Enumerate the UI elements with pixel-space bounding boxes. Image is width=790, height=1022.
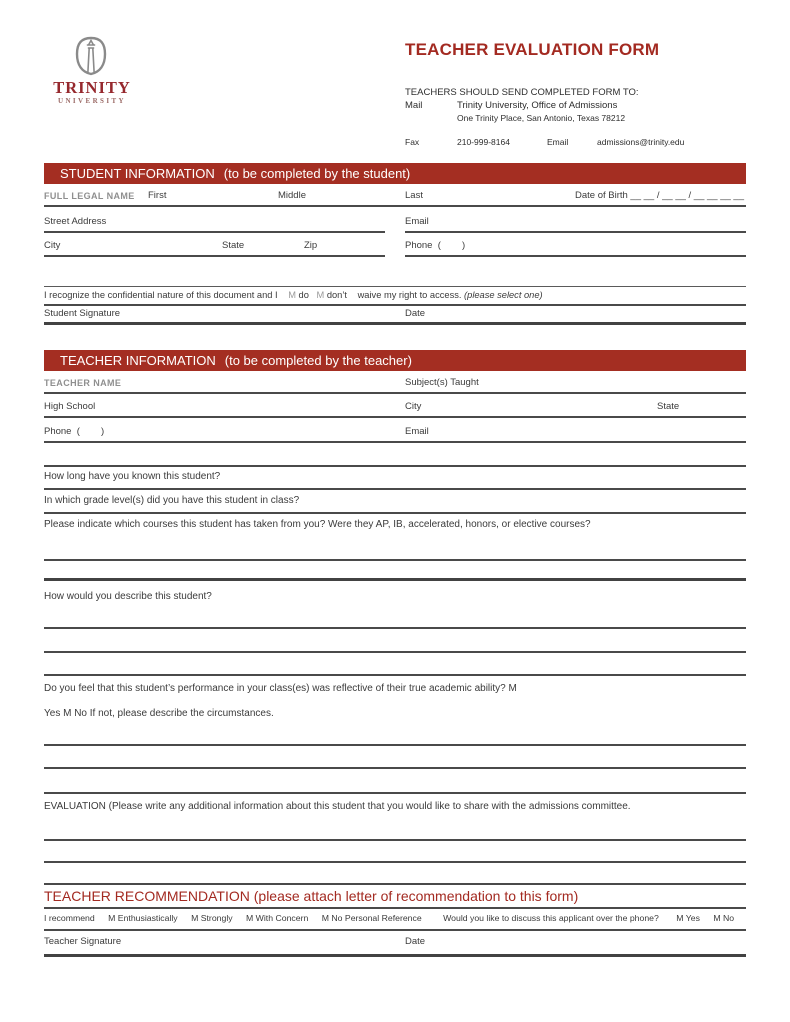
answer-line[interactable] — [44, 559, 746, 561]
street-address-field[interactable] — [44, 214, 385, 233]
confidentiality-statement — [44, 290, 746, 300]
mail-address: One Trinity Place, San Antonio, Texas 78212 — [457, 113, 626, 123]
answer-line[interactable] — [44, 465, 746, 467]
high-school-city-state-field[interactable] — [44, 399, 746, 418]
student-information-section-header — [44, 163, 746, 184]
teacher-date-label: Date — [405, 936, 426, 947]
answer-line[interactable] — [44, 627, 746, 629]
answer-line[interactable] — [44, 792, 746, 794]
page-title: TEACHER EVALUATION FORM — [405, 40, 660, 59]
city-state-zip-field[interactable] — [44, 238, 385, 257]
checkbox-enthusiastically[interactable]: M Enthusiastically — [108, 913, 178, 923]
state-label: State — [222, 240, 245, 251]
student-phone-label: Phone ( ) — [405, 240, 466, 251]
discuss-over-phone-question: Would you like to discuss this applicant over the phone? — [443, 913, 659, 923]
divider-line — [44, 907, 746, 909]
mail-label: Mail — [405, 100, 423, 111]
answer-line[interactable] — [44, 744, 746, 746]
subjects-taught-label: Subject(s) Taught — [405, 377, 479, 388]
city-label: City — [44, 240, 61, 251]
confidential-text-post: waive my right to access. — [357, 290, 462, 300]
teacher-city-label: City — [405, 401, 422, 412]
mail-row — [405, 100, 617, 111]
question-describe-student: How would you describe this student? — [44, 591, 212, 602]
do-label: do — [298, 290, 309, 300]
section-subtitle: (to be completed by the student) — [223, 166, 411, 181]
teacher-information-section-header — [44, 350, 746, 371]
street-address-label: Street Address — [44, 216, 107, 227]
first-name-label: First — [148, 190, 167, 201]
confidential-text-pre: I recognize the confidential nature of this document and I — [44, 290, 278, 300]
teacher-state-label: State — [657, 401, 680, 412]
section-title: STUDENT INFORMATION — [60, 166, 215, 181]
teacher-phone-email-field[interactable] — [44, 424, 746, 443]
checkbox-with-concern[interactable]: M With Concern — [246, 913, 309, 923]
checkbox-dont[interactable]: M — [316, 290, 325, 300]
question-yes-no-circumstances: Yes M No If not, please describe the circumstances. — [44, 708, 274, 719]
student-city-phone-row — [44, 236, 746, 255]
question-true-academic-ability: Do you feel that this student’s performance in your class(es) was reflective of their true academic ability? M — [44, 683, 517, 694]
divider-line — [44, 304, 746, 306]
answer-line[interactable] — [44, 512, 746, 514]
teacher-email-label: Email — [405, 426, 429, 437]
teacher-name-subjects-field[interactable] — [44, 375, 746, 394]
answer-line[interactable] — [44, 674, 746, 676]
checkbox-yes[interactable]: M Yes — [676, 913, 700, 923]
logo-subtitle: UNIVERSITY — [58, 97, 126, 105]
fax-value: 210-999-8164 — [457, 137, 510, 147]
evaluation-prompt: EVALUATION (Please write any additional information about this student that you would like to share with the admissions committee. — [44, 801, 631, 812]
student-phone-field[interactable] — [405, 238, 746, 257]
section-title: TEACHER INFORMATION — [60, 353, 216, 368]
answer-line[interactable] — [44, 839, 746, 841]
teacher-signature-label: Teacher Signature — [44, 936, 122, 947]
answer-line[interactable] — [44, 488, 746, 490]
teacher-recommendation-title: TEACHER RECOMMENDATION (please attach letter of recommendation to this form) — [44, 888, 579, 904]
i-recommend-label: I recommend — [44, 913, 95, 923]
email-label: Email — [547, 137, 569, 147]
send-to-instruction: TEACHERS SHOULD SEND COMPLETED FORM TO: — [405, 87, 639, 98]
dont-label: don’t — [326, 290, 347, 300]
checkbox-no[interactable]: M No — [713, 913, 735, 923]
student-date-label: Date — [405, 308, 426, 319]
middle-name-label: Middle — [278, 190, 306, 201]
answer-line[interactable] — [44, 767, 746, 769]
divider-line — [44, 929, 746, 931]
student-email-field[interactable] — [405, 214, 746, 233]
fax-label: Fax — [405, 137, 420, 147]
fax-email-row — [405, 137, 684, 147]
divider-line — [44, 286, 746, 287]
question-courses-taken: Please indicate which courses this student has taken from you? Were they AP, IB, accelerated, honors, or elective courses? — [44, 519, 591, 530]
mail-value: Trinity University, Office of Admissions — [457, 100, 618, 111]
signature-line[interactable] — [44, 954, 746, 957]
select-one-note: (please select one) — [464, 290, 543, 300]
full-legal-name-label: FULL LEGAL NAME — [44, 191, 135, 201]
question-how-long-known: How long have you known this student? — [44, 471, 221, 482]
divider-line — [44, 883, 746, 885]
full-legal-name-field[interactable] — [44, 187, 746, 207]
high-school-label: High School — [44, 401, 96, 412]
signature-line[interactable] — [44, 322, 746, 325]
question-grade-levels: In which grade level(s) did you have this student in class? — [44, 495, 300, 506]
zip-label: Zip — [304, 240, 318, 251]
student-email-label: Email — [405, 216, 429, 227]
last-name-label: Last — [405, 190, 423, 201]
date-of-birth-label: Date of Birth __ __ / __ __ / __ __ __ __ — [574, 190, 744, 201]
student-signature-label: Student Signature — [44, 308, 121, 319]
answer-line[interactable] — [44, 578, 746, 581]
student-signature-row[interactable] — [44, 308, 746, 322]
tower-emblem-icon — [72, 36, 110, 76]
email-value: admissions@trinity.edu — [597, 137, 685, 147]
recommendation-options-row — [44, 913, 746, 923]
checkbox-do[interactable]: M — [288, 290, 296, 300]
teacher-phone-label: Phone ( ) — [44, 426, 105, 437]
logo-wordmark: TRINITY — [53, 78, 131, 97]
teacher-name-label: TEACHER NAME — [44, 378, 122, 388]
section-subtitle: (to be completed by the teacher) — [224, 353, 412, 368]
answer-line[interactable] — [44, 651, 746, 653]
checkbox-no-personal-reference[interactable]: M No Personal Reference — [321, 913, 422, 923]
student-address-email-row — [44, 212, 746, 231]
checkbox-strongly[interactable]: M Strongly — [191, 913, 233, 923]
answer-line[interactable] — [44, 861, 746, 863]
teacher-signature-row[interactable] — [44, 936, 746, 950]
